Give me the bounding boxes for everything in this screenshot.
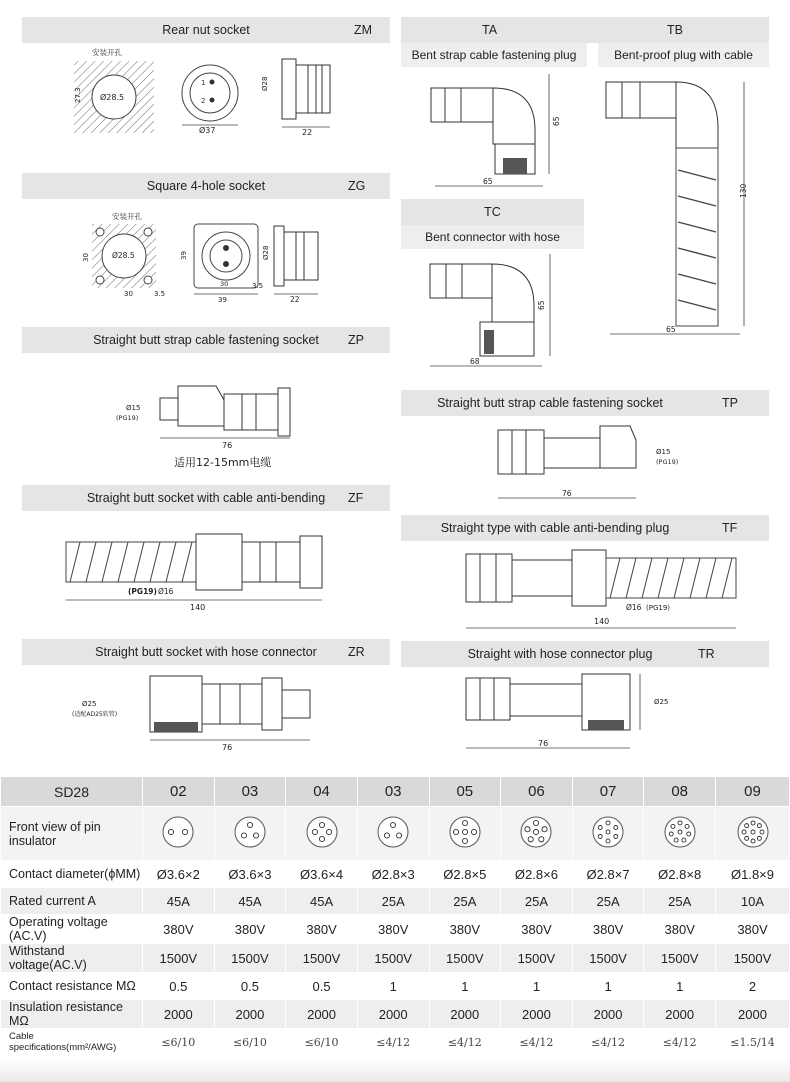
table-cell: 1 <box>429 973 501 1000</box>
table-cell: 0.5 <box>286 973 358 1000</box>
pin-hole <box>678 830 682 834</box>
tp-plug-drawing <box>490 420 690 506</box>
pin-hole <box>534 820 539 825</box>
table-cell: 380V <box>644 915 716 944</box>
table-cell: Ø2.8×5 <box>429 861 501 888</box>
column-header: 07 <box>572 777 644 807</box>
table-row <box>1 888 790 915</box>
pin-1 <box>210 80 215 85</box>
length-label: 140 <box>190 603 206 612</box>
ta-plug-drawing <box>425 74 575 192</box>
row-label: Contact resistance MΩ <box>1 973 143 1000</box>
tr-plug-drawing <box>460 670 680 756</box>
zf-socket-drawing <box>62 528 342 614</box>
section-title: Straight butt socket with cable anti-bending <box>86 491 326 505</box>
pin-hole <box>686 832 690 836</box>
section-title: Straight butt strap cable fastening socket <box>437 396 663 410</box>
pin-hole <box>742 830 746 834</box>
svg-text:2: 2 <box>201 97 206 105</box>
tc-plug-drawing <box>422 254 572 372</box>
section-header-zp <box>22 327 390 353</box>
pin-hole <box>744 824 748 828</box>
table-header-row <box>1 777 790 807</box>
cable-diameter-label: Ø15 <box>656 448 671 456</box>
pin-insulator-face <box>663 815 697 849</box>
table-cell: ≤4/12 <box>644 1029 716 1056</box>
table-cell: 1 <box>572 973 644 1000</box>
tf-plug-drawing <box>460 546 750 632</box>
column-header: 09 <box>716 777 790 807</box>
pin-insulator-face <box>305 815 339 849</box>
pin-hole <box>253 833 258 838</box>
pin-hole <box>183 829 188 834</box>
subtitle-ta: Bent strap cable fastening plug <box>401 43 587 67</box>
pin-hole <box>241 833 246 838</box>
table-cell: 0.5 <box>143 973 215 1000</box>
table-cell: 2000 <box>501 1000 573 1029</box>
gland-thread-label: (PG19) <box>656 458 679 466</box>
table-cell: 1500V <box>716 944 790 973</box>
cable-range-caption: 适用12-15mm电缆 <box>174 456 272 469</box>
outer-diameter-label: Ø37 <box>199 126 216 135</box>
cable-diameter-label: Ø16 <box>626 603 642 612</box>
pin-insulator-cell <box>572 807 644 861</box>
pin-2 <box>210 98 215 103</box>
section-code: TF <box>722 521 738 535</box>
pin-hole <box>744 836 748 840</box>
table-cell: 1500V <box>286 944 358 973</box>
square-socket-drawing <box>82 210 332 302</box>
rear-nut-socket-drawing <box>60 45 360 140</box>
hose-diameter-label: Ø25 <box>654 698 669 706</box>
table-cell: Ø2.8×3 <box>357 861 429 888</box>
table-cell: Ø1.8×9 <box>716 861 790 888</box>
table-cell: 380V <box>286 915 358 944</box>
table-row <box>1 1000 790 1029</box>
table-cell: 45A <box>143 888 215 915</box>
pin-hole <box>751 839 755 843</box>
pin-hole <box>606 830 610 834</box>
column-header: 05 <box>429 777 501 807</box>
table-cell: 2 <box>716 973 790 1000</box>
table-cell: 25A <box>644 888 716 915</box>
section-code: TP <box>722 396 738 410</box>
length-label: 76 <box>562 489 572 498</box>
spec-table <box>0 776 790 1056</box>
section-header-tr <box>401 641 769 667</box>
table-cell: 2000 <box>644 1000 716 1029</box>
hose-note-label: (适配AD25软管) <box>72 711 118 718</box>
hose-diameter-label: Ø25 <box>82 700 97 708</box>
section-header-zg <box>22 173 390 199</box>
ta-width-label: 65 <box>483 177 493 186</box>
pin-insulator-cell <box>716 807 790 861</box>
section-title: Straight butt strap cable fastening socket <box>93 333 319 347</box>
section-code: ZP <box>348 333 364 347</box>
column-header: 04 <box>286 777 358 807</box>
table-cell: Ø3.6×4 <box>286 861 358 888</box>
table-cell: 2000 <box>143 1000 215 1029</box>
pin-hole <box>598 826 602 830</box>
pin-hole <box>453 829 458 834</box>
table-row <box>1 973 790 1000</box>
pin-insulator-face <box>448 815 482 849</box>
gland-thread-label: (PG19) <box>646 604 671 612</box>
flange-size-label: 39 <box>180 251 188 260</box>
table-cell: Ø2.8×8 <box>644 861 716 888</box>
table-cell: 2000 <box>286 1000 358 1029</box>
pin-hole <box>471 829 476 834</box>
section-title: Straight type with cable anti-bending plug <box>440 521 670 535</box>
length-label: 76 <box>222 743 233 752</box>
length-label: 76 <box>538 739 549 748</box>
pin-hole <box>534 829 539 834</box>
pin-hole <box>462 829 467 834</box>
gland-thread-label: (PG19) <box>116 414 139 422</box>
table-cell: 1 <box>644 973 716 1000</box>
table-cell: 25A <box>429 888 501 915</box>
table-cell: Ø3.6×3 <box>214 861 286 888</box>
table-cell: 1500V <box>357 944 429 973</box>
section-code: ZR <box>348 645 365 659</box>
pin-hole <box>247 822 252 827</box>
pin-hole <box>326 829 331 834</box>
column-header: 08 <box>644 777 716 807</box>
table-row <box>1 807 790 861</box>
subtitle-tb: Bent-proof plug with cable <box>598 43 769 67</box>
pin-hole <box>319 836 324 841</box>
subtitle-tc: Bent connector with hose <box>401 225 584 249</box>
section-code: TR <box>698 647 715 661</box>
table-cell: ≤6/10 <box>214 1029 286 1056</box>
pin-hole <box>682 838 686 842</box>
flange-thickness-label: 3.5 <box>252 282 264 290</box>
row-label: Withstand voltage(AC.V) <box>1 944 143 973</box>
pin-insulator-cell <box>644 807 716 861</box>
table-cell: 1500V <box>214 944 286 973</box>
column-header: 03 <box>214 777 286 807</box>
tb-plug-drawing <box>600 70 760 340</box>
pin-hole <box>462 838 467 843</box>
table-cell: ≤6/10 <box>286 1029 358 1056</box>
pin-insulator-cell <box>143 807 215 861</box>
length-label: 22 <box>290 295 300 302</box>
section-header-tp <box>401 390 769 416</box>
row-label: Insulation resistance MΩ <box>1 1000 143 1029</box>
table-row <box>1 1029 790 1056</box>
insulator-outline <box>163 817 193 847</box>
row-label: Rated current A <box>1 888 143 915</box>
pin-hole <box>614 826 618 830</box>
table-cell: 380V <box>572 915 644 944</box>
pin-insulator-cell <box>501 807 573 861</box>
flange-hole-spacing-label: 30 <box>220 280 229 288</box>
tb-height-label: 130 <box>739 183 748 198</box>
zp-socket-drawing <box>112 372 312 472</box>
table-cell: 1 <box>357 973 429 1000</box>
mounting-hole-note: 安装开孔 <box>112 212 142 221</box>
table-row <box>1 915 790 944</box>
insulator-outline <box>378 817 408 847</box>
table-cell: ≤4/12 <box>572 1029 644 1056</box>
pin-insulator-face <box>591 815 625 849</box>
insulator-outline <box>307 817 337 847</box>
section-header-zr <box>22 639 390 665</box>
svg-text:39: 39 <box>218 296 227 302</box>
section-title: Square 4-hole socket <box>146 179 266 193</box>
insulator-outline <box>235 817 265 847</box>
pin-hole <box>319 822 324 827</box>
table-cell: 380V <box>214 915 286 944</box>
table-cell: 2000 <box>429 1000 501 1029</box>
table-cell: 1500V <box>143 944 215 973</box>
pin-hole <box>757 836 761 840</box>
table-cell: ≤4/12 <box>501 1029 573 1056</box>
hole-diameter-label: Ø28.5 <box>112 251 135 260</box>
table-cell: 25A <box>501 888 573 915</box>
table-cell: 1500V <box>501 944 573 973</box>
row-label: Operating voltage (AC.V) <box>1 915 143 944</box>
table-cell: Ø3.6×2 <box>143 861 215 888</box>
pin-hole <box>757 824 761 828</box>
hole-spacing-v-label: 30 <box>82 253 90 262</box>
section-code: TC <box>484 205 501 219</box>
pin-hole <box>678 821 682 825</box>
table-cell: 380V <box>357 915 429 944</box>
table-cell: 0.5 <box>214 973 286 1000</box>
socket-face-inner <box>190 73 230 113</box>
pin-hole <box>598 835 602 839</box>
table-cell: 2000 <box>572 1000 644 1029</box>
section-code: ZM <box>354 23 373 37</box>
row-label: Front view of pin insulator <box>1 807 143 861</box>
pin-hole <box>760 830 764 834</box>
table-cell: 10A <box>716 888 790 915</box>
table-cell: 1500V <box>429 944 501 973</box>
mounting-hole-note: 安装开孔 <box>92 48 122 57</box>
section-header-zf <box>22 485 390 511</box>
pin-hole <box>462 820 467 825</box>
section-code: ZF <box>348 491 364 505</box>
table-cell: 2000 <box>214 1000 286 1029</box>
section-title: Straight butt socket with hose connector <box>95 645 317 659</box>
section-code-tb: TB <box>667 23 683 37</box>
table-cell: 25A <box>357 888 429 915</box>
section-header-zm <box>22 17 390 43</box>
table-cell: ≤4/12 <box>429 1029 501 1056</box>
table-cell: 2000 <box>716 1000 790 1029</box>
svg-text:1: 1 <box>201 79 206 87</box>
table-cell: 25A <box>572 888 644 915</box>
table-cell: ≤6/10 <box>143 1029 215 1056</box>
table-cell: 380V <box>143 915 215 944</box>
hole-spacing-h-label: 30 <box>124 290 133 298</box>
hole-size-label: 3.5 <box>154 290 166 298</box>
pin-insulator-face <box>233 815 267 849</box>
table-cell: 380V <box>501 915 573 944</box>
pin-hole <box>614 835 618 839</box>
pin-hole <box>525 827 530 832</box>
pin-hole <box>542 827 547 832</box>
table-cell: 1500V <box>644 944 716 973</box>
row-label: Contact diameter(ϕMM) <box>1 861 143 888</box>
pin-insulator-cell <box>214 807 286 861</box>
pin-hole <box>391 822 396 827</box>
table-cell: ≤4/12 <box>357 1029 429 1056</box>
bottom-shadow-strip <box>0 1060 790 1082</box>
table-cell: Ø2.8×7 <box>572 861 644 888</box>
table-cell: 380V <box>429 915 501 944</box>
pin-hole <box>669 832 673 836</box>
section-header-tf <box>401 515 769 541</box>
length-label: 22 <box>302 128 313 137</box>
section-code: ZG <box>348 179 366 193</box>
length-label: 140 <box>594 617 610 626</box>
pin-hole <box>397 833 402 838</box>
hole-diameter-label: Ø28.5 <box>100 93 125 102</box>
pin-hole <box>671 824 675 828</box>
pin-hole <box>674 838 678 842</box>
pin-hole <box>606 821 610 825</box>
pin-insulator-face <box>519 815 553 849</box>
pin-insulator-face <box>376 815 410 849</box>
section-title: Rear nut socket <box>162 23 250 37</box>
ta-height-label: 65 <box>552 116 561 126</box>
section-title: Straight with hose connector plug <box>467 647 653 661</box>
table-cell: 2000 <box>357 1000 429 1029</box>
column-header: 06 <box>501 777 573 807</box>
pin-hole <box>312 829 317 834</box>
tc-height-label: 65 <box>537 300 546 310</box>
pin-hole <box>169 829 174 834</box>
column-header: 03 <box>357 777 429 807</box>
pin-insulator-cell <box>357 807 429 861</box>
flat-width-label: 27.3 <box>74 87 82 103</box>
cable-diameter-label: Ø15 <box>126 404 141 412</box>
table-cell: 45A <box>214 888 286 915</box>
cable-diameter-label: Ø16 <box>158 587 174 596</box>
table-cell: 380V <box>716 915 790 944</box>
table-cell: 45A <box>286 888 358 915</box>
pin-hole <box>685 824 689 828</box>
section-header-ta-tb <box>401 17 769 43</box>
table-cell: 1500V <box>572 944 644 973</box>
pin-hole <box>529 837 534 842</box>
table-row <box>1 944 790 973</box>
column-header: 02 <box>143 777 215 807</box>
pin-hole <box>539 837 544 842</box>
socket-flange <box>282 59 296 119</box>
gland-thread-label: (PG19) <box>128 587 157 596</box>
pin-insulator-cell <box>429 807 501 861</box>
pin-hole <box>751 821 755 825</box>
table-cell: Ø2.8×6 <box>501 861 573 888</box>
socket-body <box>296 65 330 113</box>
pin-hole <box>751 830 755 834</box>
model-cell: SD28 <box>1 777 143 807</box>
table-cell: ≤1.5/14 <box>716 1029 790 1056</box>
pin-insulator-face <box>736 815 770 849</box>
row-label: Cable specifications(mm²/AWG) <box>1 1029 143 1056</box>
body-diameter-label: Ø28 <box>261 76 269 91</box>
pin-hole <box>606 839 610 843</box>
body-diameter-label: Ø28 <box>262 245 270 260</box>
pin-insulator-face <box>161 815 195 849</box>
zr-socket-drawing <box>70 670 320 756</box>
section-header-tc <box>401 199 584 225</box>
tc-width-label: 68 <box>470 357 480 366</box>
table-row <box>1 861 790 888</box>
pin-insulator-cell <box>286 807 358 861</box>
pin-hole <box>385 833 390 838</box>
table-cell: 1 <box>501 973 573 1000</box>
length-label: 76 <box>222 441 233 450</box>
tb-width-label: 65 <box>666 325 676 334</box>
section-code-ta: TA <box>482 23 498 37</box>
